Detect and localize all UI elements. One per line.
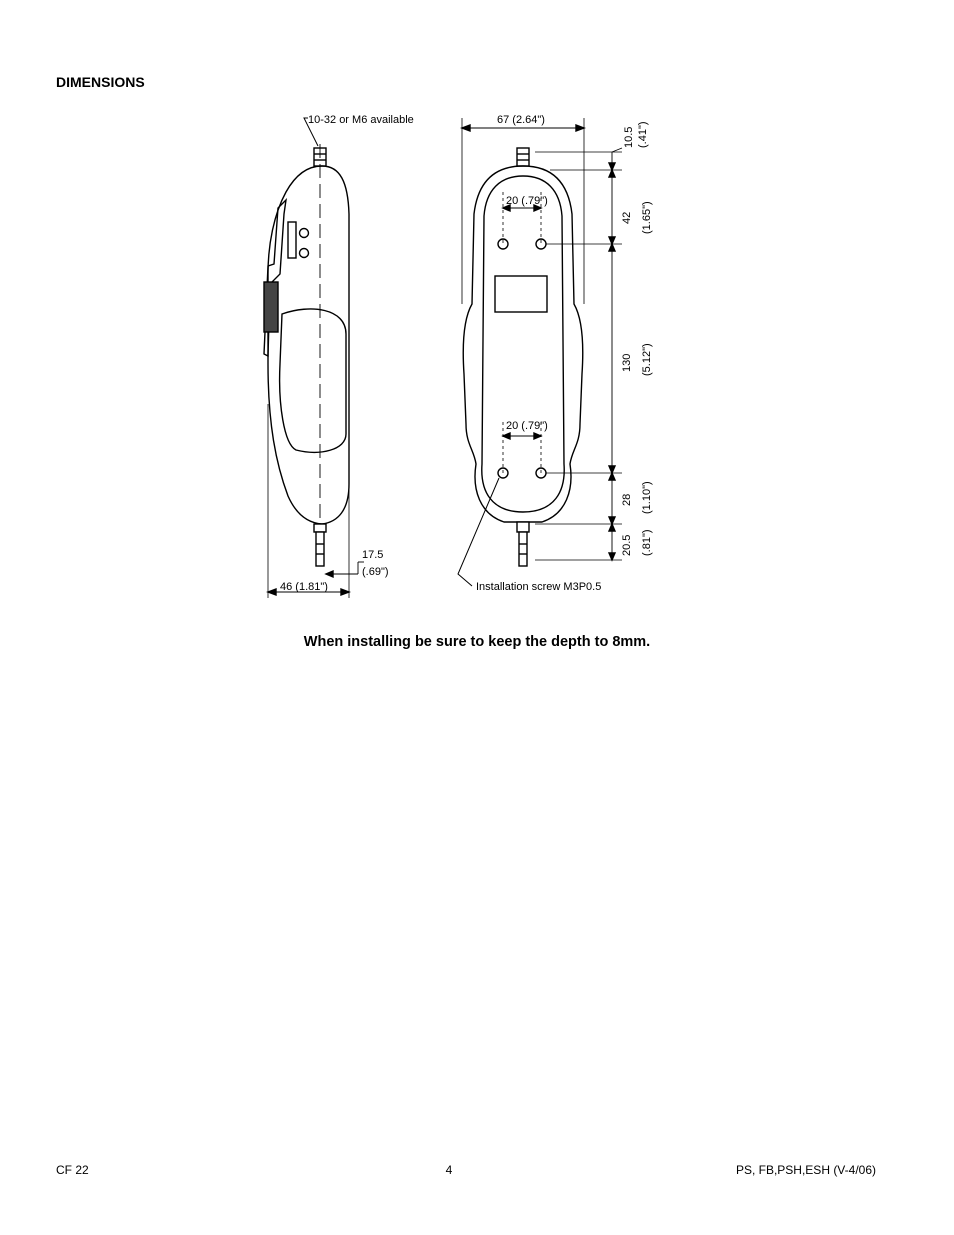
dim-top-mm: 10.5	[623, 126, 635, 148]
section-heading: DIMENSIONS	[56, 74, 145, 90]
dimension-drawing	[250, 104, 670, 614]
dim-top-in: (.41")	[637, 121, 649, 148]
front-bottom-stud	[519, 532, 527, 566]
side-bottom-collar	[314, 524, 326, 532]
depth-side-label: 46 (1.81")	[280, 581, 328, 593]
installation-caption: When installing be sure to keep the depth to 8mm.	[303, 634, 651, 650]
side-screw-2	[300, 249, 309, 258]
side-knob	[264, 282, 278, 332]
front-top-stud	[517, 148, 529, 166]
dim-205-in: (.81")	[641, 529, 653, 556]
screw-note: Installation screw M3P0.5	[476, 581, 602, 593]
side-grip-pad	[280, 309, 346, 452]
hole-spacing-top-label: 20 (.79")	[506, 195, 548, 207]
dim-130-in: (5.12")	[641, 343, 653, 376]
front-inner-panel	[482, 176, 564, 512]
thread-note: 10-32 or M6 available	[308, 114, 414, 126]
front-bottom-collar	[517, 522, 529, 532]
dim-28-in: (1.10")	[641, 481, 653, 514]
offset-mm-label: 17.5	[362, 549, 384, 561]
dim-130-mm: 130	[621, 353, 633, 372]
side-screw-1	[300, 229, 309, 238]
side-switch	[288, 222, 296, 258]
front-display	[495, 276, 547, 312]
dim-205-mm: 20.5	[621, 534, 633, 556]
side-view	[264, 118, 364, 598]
dimension-drawing-svg	[250, 104, 670, 614]
offset-in-label: (.69")	[362, 566, 389, 578]
width-front-label: 67 (2.64")	[497, 114, 545, 126]
footer-page-number: 4	[445, 1163, 453, 1177]
screw-leader	[458, 478, 499, 586]
footer-models: PS, FB,PSH,ESH (V-4/06)	[735, 1163, 876, 1177]
front-view	[458, 118, 622, 586]
hole-spacing-bottom-label: 20 (.79")	[506, 420, 548, 432]
footer-doc-code: CF 22	[56, 1163, 89, 1177]
dim-42-in: (1.65")	[641, 201, 653, 234]
side-bottom-stud	[316, 532, 324, 566]
dim-28-mm: 28	[621, 493, 633, 506]
dim-42-mm: 42	[621, 211, 633, 224]
